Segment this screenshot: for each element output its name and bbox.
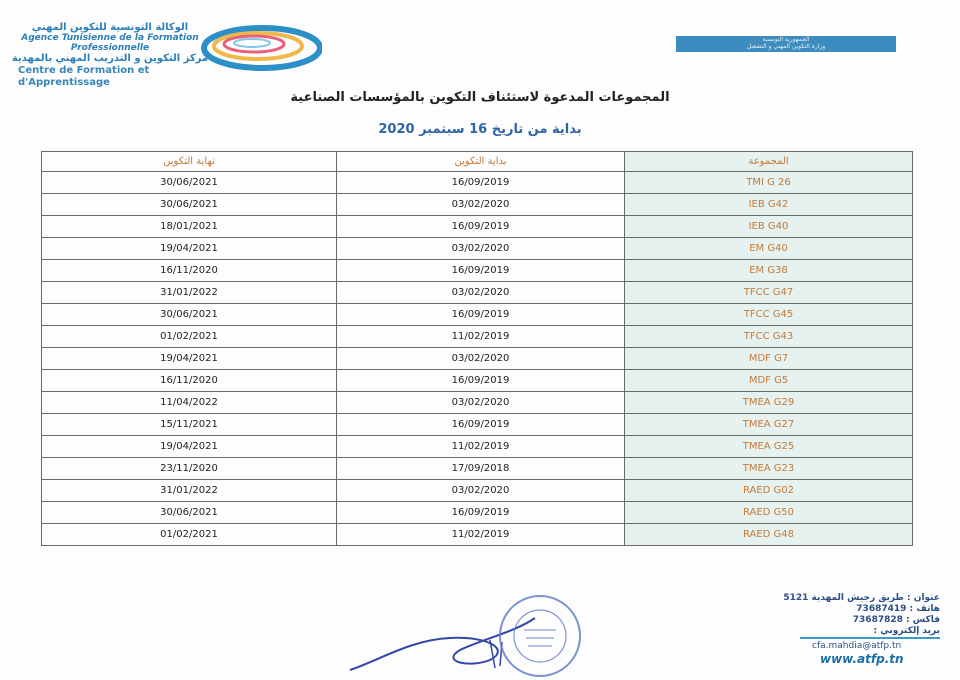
- table-row: [42, 304, 913, 326]
- table-row: [42, 414, 913, 436]
- official-stamp-icon: [480, 578, 600, 678]
- cell-start-date: 03/02/2020: [337, 282, 625, 304]
- website-link[interactable]: www.atfp.tn: [820, 652, 904, 666]
- ministry-line-2: وزارة التكوين المهني و التشغيل: [746, 43, 826, 50]
- cell-group: TFCC G47: [625, 282, 913, 304]
- phone-line: هاتف : 73687419: [856, 604, 940, 614]
- cell-end-date: 16/11/2020: [42, 260, 337, 282]
- cell-group: RAED G50: [625, 502, 913, 524]
- cell-group: IEB G42: [625, 194, 913, 216]
- cell-group: TMEA G25: [625, 436, 913, 458]
- cell-start-date: 16/09/2019: [337, 414, 625, 436]
- cell-start-date: 11/02/2019: [337, 436, 625, 458]
- cell-end-date: 18/01/2021: [42, 216, 337, 238]
- table-row: [42, 282, 913, 304]
- cell-start-date: 16/09/2019: [337, 172, 625, 194]
- cell-start-date: 03/02/2020: [337, 348, 625, 370]
- header-end-date: نهاية التكوين: [42, 152, 337, 172]
- cell-start-date: 11/02/2019: [337, 524, 625, 546]
- cell-end-date: 19/04/2021: [42, 238, 337, 260]
- email-label: بريد إلكتروني :: [873, 626, 940, 636]
- cell-group: RAED G02: [625, 480, 913, 502]
- center-name-fr: Centre de Formation et d'Apprentissage: [18, 65, 150, 88]
- table-row: [42, 370, 913, 392]
- cell-group: EM G38: [625, 260, 913, 282]
- cell-group: IEB G40: [625, 216, 913, 238]
- cell-end-date: 30/06/2021: [42, 304, 337, 326]
- cell-start-date: 16/09/2019: [337, 370, 625, 392]
- center-name-ar: مركز التكوين و التدريب المهني بالمهدية: [11, 53, 209, 64]
- table-row: [42, 436, 913, 458]
- cell-end-date: 30/06/2021: [42, 172, 337, 194]
- table-row: [42, 480, 913, 502]
- cell-end-date: 16/11/2020: [42, 370, 337, 392]
- contact-info: [760, 593, 940, 637]
- header-start-date: بداية التكوين: [337, 152, 625, 172]
- cell-group: TMEA G23: [625, 458, 913, 480]
- table-row: [42, 524, 913, 546]
- document-title: المجموعات المدعوة لاستئناف التكوين بالمؤسسات الصناعية: [290, 90, 670, 105]
- groups-table: [41, 151, 913, 546]
- table-row: [42, 458, 913, 480]
- table-row: [42, 172, 913, 194]
- cell-end-date: 30/06/2021: [42, 194, 337, 216]
- agency-header: [10, 22, 210, 89]
- cell-group: TFCC G43: [625, 326, 913, 348]
- email-link[interactable]: cfa.mahdia@atfp.tn: [812, 641, 902, 651]
- cell-end-date: 31/01/2022: [42, 480, 337, 502]
- table-row: [42, 392, 913, 414]
- cell-start-date: 16/09/2019: [337, 502, 625, 524]
- header-group: المجموعة: [625, 152, 913, 172]
- table-row: [42, 348, 913, 370]
- agency-name-fr: Agence Tunisienne de la Formation Professionnelle: [21, 33, 199, 53]
- cell-start-date: 17/09/2018: [337, 458, 625, 480]
- cell-group: MDF G7: [625, 348, 913, 370]
- cell-end-date: 19/04/2021: [42, 436, 337, 458]
- fax-line: فاكس : 73687828: [852, 615, 940, 625]
- table-row: [42, 238, 913, 260]
- table-header-row: [42, 152, 913, 172]
- table-row: [42, 260, 913, 282]
- table-row: [42, 194, 913, 216]
- cell-group: MDF G5: [625, 370, 913, 392]
- cell-group: TMEA G27: [625, 414, 913, 436]
- cell-group: TMEA G29: [625, 392, 913, 414]
- cell-start-date: 03/02/2020: [337, 238, 625, 260]
- cell-start-date: 03/02/2020: [337, 194, 625, 216]
- cell-end-date: 30/06/2021: [42, 502, 337, 524]
- table-row: [42, 326, 913, 348]
- document-subtitle: بداية من تاريخ 16 سبتمبر 2020: [378, 122, 582, 137]
- cell-start-date: 11/02/2019: [337, 326, 625, 348]
- ministry-banner: [676, 36, 896, 52]
- cell-end-date: 01/02/2021: [42, 326, 337, 348]
- cell-group: TFCC G45: [625, 304, 913, 326]
- cell-end-date: 19/04/2021: [42, 348, 337, 370]
- ministry-line-1: الجمهورية التونسية: [762, 36, 810, 43]
- cell-end-date: 01/02/2021: [42, 524, 337, 546]
- table-row: [42, 502, 913, 524]
- cell-start-date: 16/09/2019: [337, 260, 625, 282]
- footer-divider: [800, 637, 940, 639]
- cell-group: TMI G 26: [625, 172, 913, 194]
- table-row: [42, 216, 913, 238]
- cell-group: RAED G48: [625, 524, 913, 546]
- cell-end-date: 15/11/2021: [42, 414, 337, 436]
- cell-end-date: 23/11/2020: [42, 458, 337, 480]
- cell-end-date: 31/01/2022: [42, 282, 337, 304]
- cell-start-date: 16/09/2019: [337, 304, 625, 326]
- cell-start-date: 16/09/2019: [337, 216, 625, 238]
- cell-start-date: 03/02/2020: [337, 480, 625, 502]
- atfp-logo-icon: [196, 22, 322, 72]
- cell-group: EM G40: [625, 238, 913, 260]
- agency-name-ar: الوكالة التونسية للتكوين المهني: [31, 22, 189, 33]
- cell-end-date: 11/04/2022: [42, 392, 337, 414]
- cell-start-date: 03/02/2020: [337, 392, 625, 414]
- address-line: عنوان : طريق رجيش المهدية 5121: [783, 593, 940, 603]
